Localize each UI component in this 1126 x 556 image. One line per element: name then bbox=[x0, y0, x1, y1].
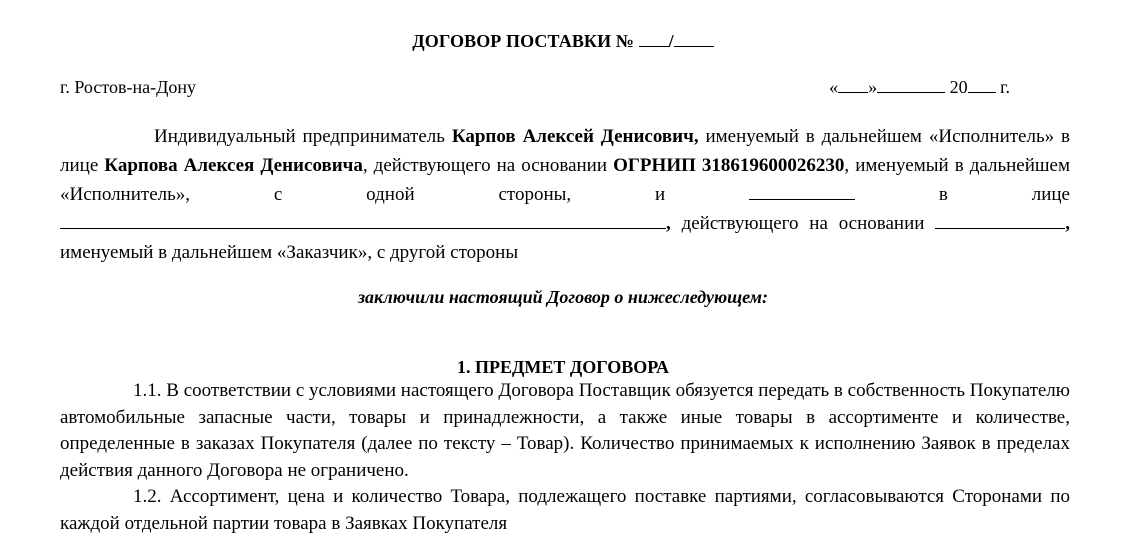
preamble-text-3: , действующего на основании bbox=[362, 155, 614, 176]
clause-1-2: 1.2. Ассортимент, цена и количество Товара, подлежащего поставке партиями, согласовываются Сторонами по каждой отдельной партии товара в Заявках Покупателя bbox=[60, 486, 1070, 534]
day-blank bbox=[838, 77, 868, 93]
contract-title bbox=[0, 31, 1126, 52]
title-slash: / bbox=[668, 31, 674, 51]
comma-1: , bbox=[666, 213, 671, 234]
preamble-text-7: именуемый в дальнейшем «Заказчик», с другой стороны bbox=[60, 242, 519, 263]
year-suffix: г. bbox=[995, 77, 1010, 97]
month-blank bbox=[877, 77, 945, 93]
preamble-text-6: действующего на основании bbox=[670, 213, 936, 234]
comma-2: , bbox=[1065, 213, 1070, 234]
preamble-text-5: в лице bbox=[855, 184, 1070, 205]
contract-number-blank bbox=[639, 32, 669, 47]
year-blank bbox=[968, 77, 996, 93]
date-field bbox=[829, 77, 1010, 98]
intro-line: заключили настоящий Договор о нижеследующем: bbox=[357, 287, 768, 307]
section-1-title: 1. ПРЕДМЕТ ДОГОВОРА bbox=[457, 357, 669, 377]
representative-blank bbox=[60, 210, 666, 229]
preamble-paragraph bbox=[60, 122, 1070, 267]
date-close-quote: » bbox=[868, 77, 878, 97]
executor-name-genitive: Карпова Алексея Денисовича bbox=[104, 155, 363, 176]
preamble-text-2: именуемый в дальнейшем «Исполнитель» в лице bbox=[60, 126, 1070, 176]
preamble-text-1: Индивидуальный предприниматель bbox=[154, 126, 452, 147]
basis-blank bbox=[935, 210, 1065, 229]
executor-name: Карпов Алексей Денисович, bbox=[451, 126, 699, 147]
customer-name-blank bbox=[749, 181, 855, 200]
clause-1-1: 1.1. В соответствии с условиями настоящего Договора Поставщик обязуется передать в собственность Покупателю автомобильные запасные части, товары и принадлежности, а также иные товары в ассортименте и количестве, определенные в заказах Покупателя (далее по тексту – Товар). Количество принимаемых к исполнению Заявок в пределах действия данного Договора не ограничено. bbox=[60, 380, 1070, 481]
ogrnip-number: ОГРНИП 318619600026230 bbox=[613, 155, 845, 176]
preamble-text-4: , именуемый в дальнейшем «Исполнитель», с одной стороны, и bbox=[60, 155, 1070, 205]
section-1-clauses bbox=[60, 378, 1070, 537]
date-open-quote: « bbox=[829, 77, 839, 97]
title-text: ДОГОВОР ПОСТАВКИ № bbox=[412, 31, 639, 51]
contract-number-blank-2 bbox=[674, 32, 714, 47]
year-prefix: 20 bbox=[945, 77, 968, 97]
city-label: г. Ростов-на-Дону bbox=[60, 77, 197, 97]
